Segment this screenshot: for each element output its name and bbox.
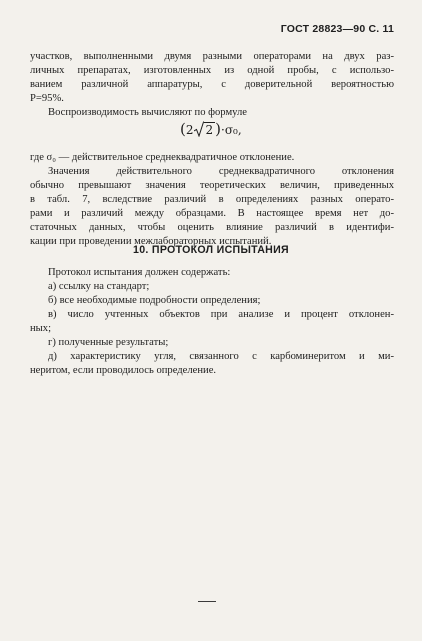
where-clause bbox=[30, 151, 394, 165]
paragraph-1 bbox=[30, 50, 394, 106]
paragraph-line: кации при проведении межлабораторных испытаний. bbox=[30, 236, 272, 247]
paragraph-line: Воспроизводимость вычисляют по формуле bbox=[48, 107, 247, 118]
paragraph-line: Значения действительного среднеквадратичного отклонения bbox=[48, 166, 394, 177]
paragraph-line: обычно превышают значения теоретических величин, приведенных bbox=[30, 180, 394, 191]
formula-coefficient: 2 bbox=[185, 123, 194, 137]
protocol-item: б) все необходимые подробности определения; bbox=[48, 295, 261, 306]
end-mark bbox=[198, 601, 216, 602]
paragraph-3 bbox=[30, 165, 394, 249]
protocol-item: г) полученные результаты; bbox=[48, 337, 169, 348]
protocol-item: а) ссылку на стандарт; bbox=[48, 281, 150, 292]
paragraph-line: P=95%. bbox=[30, 93, 64, 104]
sqrt-radical-icon bbox=[194, 121, 204, 137]
protocol-item: в) число учтенных объектов при анализе и процент отклонен- bbox=[48, 309, 394, 320]
paragraph-line: личных препаратах, изготовленных из одной пробы, с использо- bbox=[30, 65, 394, 76]
formula-radicand: 2 bbox=[205, 123, 214, 137]
formula-dot: · bbox=[221, 123, 225, 137]
section-title: 10. ПРОТОКОЛ ИСПЫТАНИЯ bbox=[133, 244, 289, 256]
paragraph-2 bbox=[30, 106, 394, 120]
paragraph-line: в табл. 7, вследствие различий в определениях разных операто- bbox=[30, 194, 394, 205]
page-header: ГОСТ 28823—90 С. 11 bbox=[280, 23, 394, 35]
paragraph-line: участков, выполненными двумя разными операторами на двух раз- bbox=[30, 51, 394, 62]
reproducibility-formula: (2 2 )·σ₀, bbox=[180, 120, 242, 138]
protocol-intro: Протокол испытания должен содержать: bbox=[48, 267, 231, 278]
formula-sigma: σ₀ bbox=[224, 123, 238, 137]
protocol-item: неритом, если проводилось определение. bbox=[30, 365, 217, 376]
paragraph-line: где σ₀ — действительное среднеквадратичное отклонение. bbox=[30, 152, 295, 163]
protocol-list bbox=[30, 266, 394, 378]
protocol-item: д) характеристику угля, связанного с карбоминеритом и ми- bbox=[48, 351, 394, 362]
paragraph-line: ванием различной аппаратуры, с доверительной вероятностью bbox=[30, 79, 394, 90]
paragraph-line: рами и различий между образцами. В настоящее время нет до- bbox=[30, 208, 394, 219]
protocol-item: ных; bbox=[30, 323, 52, 334]
paragraph-line: статочных данных, чтобы оценить влияние различий в идентифи- bbox=[30, 222, 394, 233]
formula-tail: , bbox=[237, 123, 242, 137]
